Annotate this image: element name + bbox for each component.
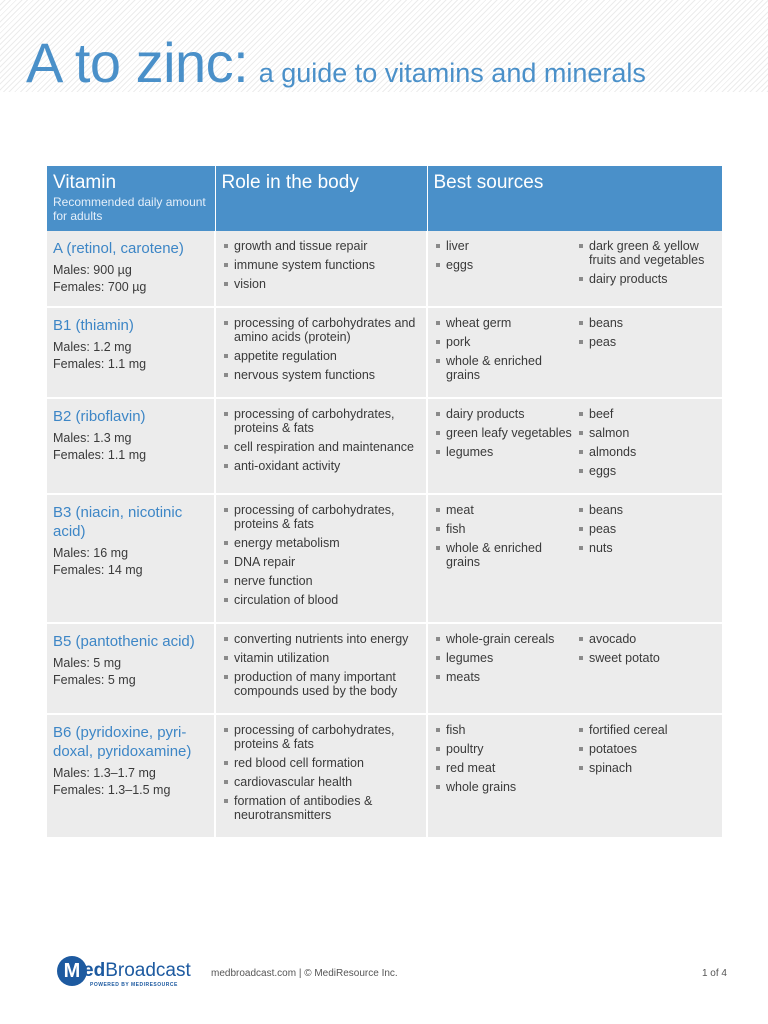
amount-females: Females: 1.3–1.5 mg [53, 783, 171, 797]
sources-list-secondary [577, 407, 716, 483]
role-item: processing of carbohydrates, proteins & fats [222, 503, 420, 531]
source-item: fish [434, 723, 573, 737]
source-item: peas [577, 522, 716, 536]
role-item: nerve function [222, 574, 420, 588]
sources-list-primary [434, 503, 577, 574]
amount-males: Males: 900 µg [53, 263, 132, 277]
source-item: whole-grain cereals [434, 632, 573, 646]
role-list [222, 632, 420, 698]
footer-site-text: medbroadcast.com | © MediResource Inc. [211, 968, 398, 979]
amount-males: Males: 1.2 mg [53, 340, 132, 354]
vitamin-cell [47, 623, 215, 714]
vitamin-cell [47, 494, 215, 623]
source-item: salmon [577, 426, 716, 440]
source-item: meat [434, 503, 573, 517]
role-list [222, 239, 420, 291]
source-item: dairy products [577, 272, 716, 286]
header-role-label: Role in the body [221, 172, 359, 193]
role-list [222, 316, 420, 382]
table-row [47, 231, 722, 307]
role-cell [215, 307, 427, 398]
role-list [222, 503, 420, 607]
sources-list-primary [434, 239, 577, 291]
role-item: immune system functions [222, 258, 420, 272]
role-item: formation of antibodies & neurotransmitters [222, 794, 420, 822]
amount-males: Males: 1.3 mg [53, 431, 132, 445]
vitamin-cell [47, 714, 215, 838]
table-row [47, 398, 722, 494]
sources-cell [427, 714, 722, 838]
vitamin-name: B1 (thiamin) [53, 317, 134, 334]
logo-circle-icon: M [57, 956, 87, 986]
role-item: appetite regulation [222, 349, 420, 363]
role-item: processing of carbohydrates, proteins & fats [222, 723, 420, 751]
sources-list-secondary [577, 239, 716, 291]
amount-males: Males: 1.3–1.7 mg [53, 766, 156, 780]
source-item: beans [577, 503, 716, 517]
role-cell [215, 231, 427, 307]
source-item: dairy products [434, 407, 573, 421]
source-item: nuts [577, 541, 716, 555]
amount-females: Females: 1.1 mg [53, 357, 147, 371]
role-item: nervous system functions [222, 368, 420, 382]
vitamin-name: A (retinol, carotene) [53, 240, 184, 257]
role-list [222, 407, 420, 473]
logo-wordmark [83, 960, 191, 982]
sources-cell [427, 231, 722, 307]
source-item: beef [577, 407, 716, 421]
role-item: processing of carbohydrates, proteins & fats [222, 407, 420, 435]
role-cell [215, 623, 427, 714]
sources-list-secondary [577, 632, 716, 689]
source-item: potatoes [577, 742, 716, 756]
role-item: growth and tissue repair [222, 239, 420, 253]
amount-females: Females: 700 µg [53, 280, 147, 294]
source-item: spinach [577, 761, 716, 775]
sources-columns [434, 632, 716, 689]
page-footer [57, 954, 727, 994]
logo-tagline: POWERED BY MEDIRESOURCE [90, 982, 178, 988]
sources-cell [427, 623, 722, 714]
source-item: meats [434, 670, 573, 684]
sources-list-primary [434, 723, 577, 799]
source-item: beans [577, 316, 716, 330]
vitamin-name: B2 (riboflavin) [53, 408, 146, 425]
role-item: vitamin utilization [222, 651, 420, 665]
role-item: circulation of blood [222, 593, 420, 607]
role-item: production of many important compounds used by the body [222, 670, 420, 698]
role-list [222, 723, 420, 822]
amount-males: Males: 5 mg [53, 656, 122, 670]
logo-wordmark-bold: ed [83, 960, 106, 981]
source-item: fortified cereal [577, 723, 716, 737]
header-role [215, 166, 427, 231]
header-sources [427, 166, 722, 231]
source-item: liver [434, 239, 573, 253]
title-subtitle: a guide to vitamins and minerals [258, 58, 646, 88]
source-item: avocado [577, 632, 716, 646]
amount-males: Males: 16 mg [53, 546, 129, 560]
source-item: whole & enriched grains [434, 541, 573, 569]
role-cell [215, 494, 427, 623]
role-item: processing of carbohydrates and amino acids (protein) [222, 316, 420, 344]
header-vitamin-sub: Recommended daily amount for adults [53, 195, 206, 223]
header-vitamin [47, 166, 215, 231]
source-item: whole & enriched grains [434, 354, 573, 382]
source-item: fish [434, 522, 573, 536]
source-item: legumes [434, 445, 573, 459]
page-title [26, 30, 646, 95]
sources-list-primary [434, 632, 577, 689]
header-sources-label: Best sources [433, 172, 544, 193]
source-item: almonds [577, 445, 716, 459]
sources-cell [427, 307, 722, 398]
role-item: cardiovascular health [222, 775, 420, 789]
source-item: green leafy vegetables [434, 426, 573, 440]
sources-columns [434, 407, 716, 483]
source-item: legumes [434, 651, 573, 665]
table-row [47, 307, 722, 398]
source-item: pork [434, 335, 573, 349]
sources-list-secondary [577, 503, 716, 574]
vitamins-table [47, 166, 722, 839]
source-item: wheat germ [434, 316, 573, 330]
role-item: anti-oxidant activity [222, 459, 420, 473]
source-item: red meat [434, 761, 573, 775]
vitamin-name: B6 (pyridoxine, pyri-doxal, pyridoxamine) [53, 724, 192, 760]
amount-females: Females: 1.1 mg [53, 448, 147, 462]
vitamin-cell [47, 398, 215, 494]
table-row [47, 494, 722, 623]
role-cell [215, 398, 427, 494]
role-item: red blood cell formation [222, 756, 420, 770]
sources-columns [434, 316, 716, 387]
role-item: converting nutrients into energy [222, 632, 420, 646]
title-main: A to zinc: [26, 31, 249, 94]
role-item: DNA repair [222, 555, 420, 569]
source-item: poultry [434, 742, 573, 756]
table-row [47, 623, 722, 714]
source-item: dark green & yellow fruits and vegetables [577, 239, 716, 267]
vitamin-name: B5 (pantothenic acid) [53, 633, 195, 650]
sources-list-primary [434, 407, 577, 483]
sources-list-primary [434, 316, 577, 387]
sources-columns [434, 723, 716, 799]
role-item: energy metabolism [222, 536, 420, 550]
table-header-row [47, 166, 722, 231]
source-item: eggs [577, 464, 716, 478]
amount-females: Females: 14 mg [53, 563, 143, 577]
amount-females: Females: 5 mg [53, 673, 136, 687]
vitamin-cell [47, 231, 215, 307]
role-item: cell respiration and maintenance [222, 440, 420, 454]
table-row [47, 714, 722, 838]
source-item: peas [577, 335, 716, 349]
sources-cell [427, 398, 722, 494]
sources-list-secondary [577, 723, 716, 799]
logo-wordmark-light: Broadcast [105, 960, 191, 981]
role-item: vision [222, 277, 420, 291]
sources-columns [434, 503, 716, 574]
sources-cell [427, 494, 722, 623]
page-number: 1 of 4 [701, 968, 727, 979]
sources-list-secondary [577, 316, 716, 387]
source-item: whole grains [434, 780, 573, 794]
header-vitamin-label: Vitamin [53, 172, 117, 193]
role-cell [215, 714, 427, 838]
medbroadcast-logo [57, 954, 207, 990]
source-item: sweet potato [577, 651, 716, 665]
source-item: eggs [434, 258, 573, 272]
sources-columns [434, 239, 716, 291]
vitamin-cell [47, 307, 215, 398]
vitamin-name: B3 (niacin, nicotinic acid) [53, 504, 183, 540]
